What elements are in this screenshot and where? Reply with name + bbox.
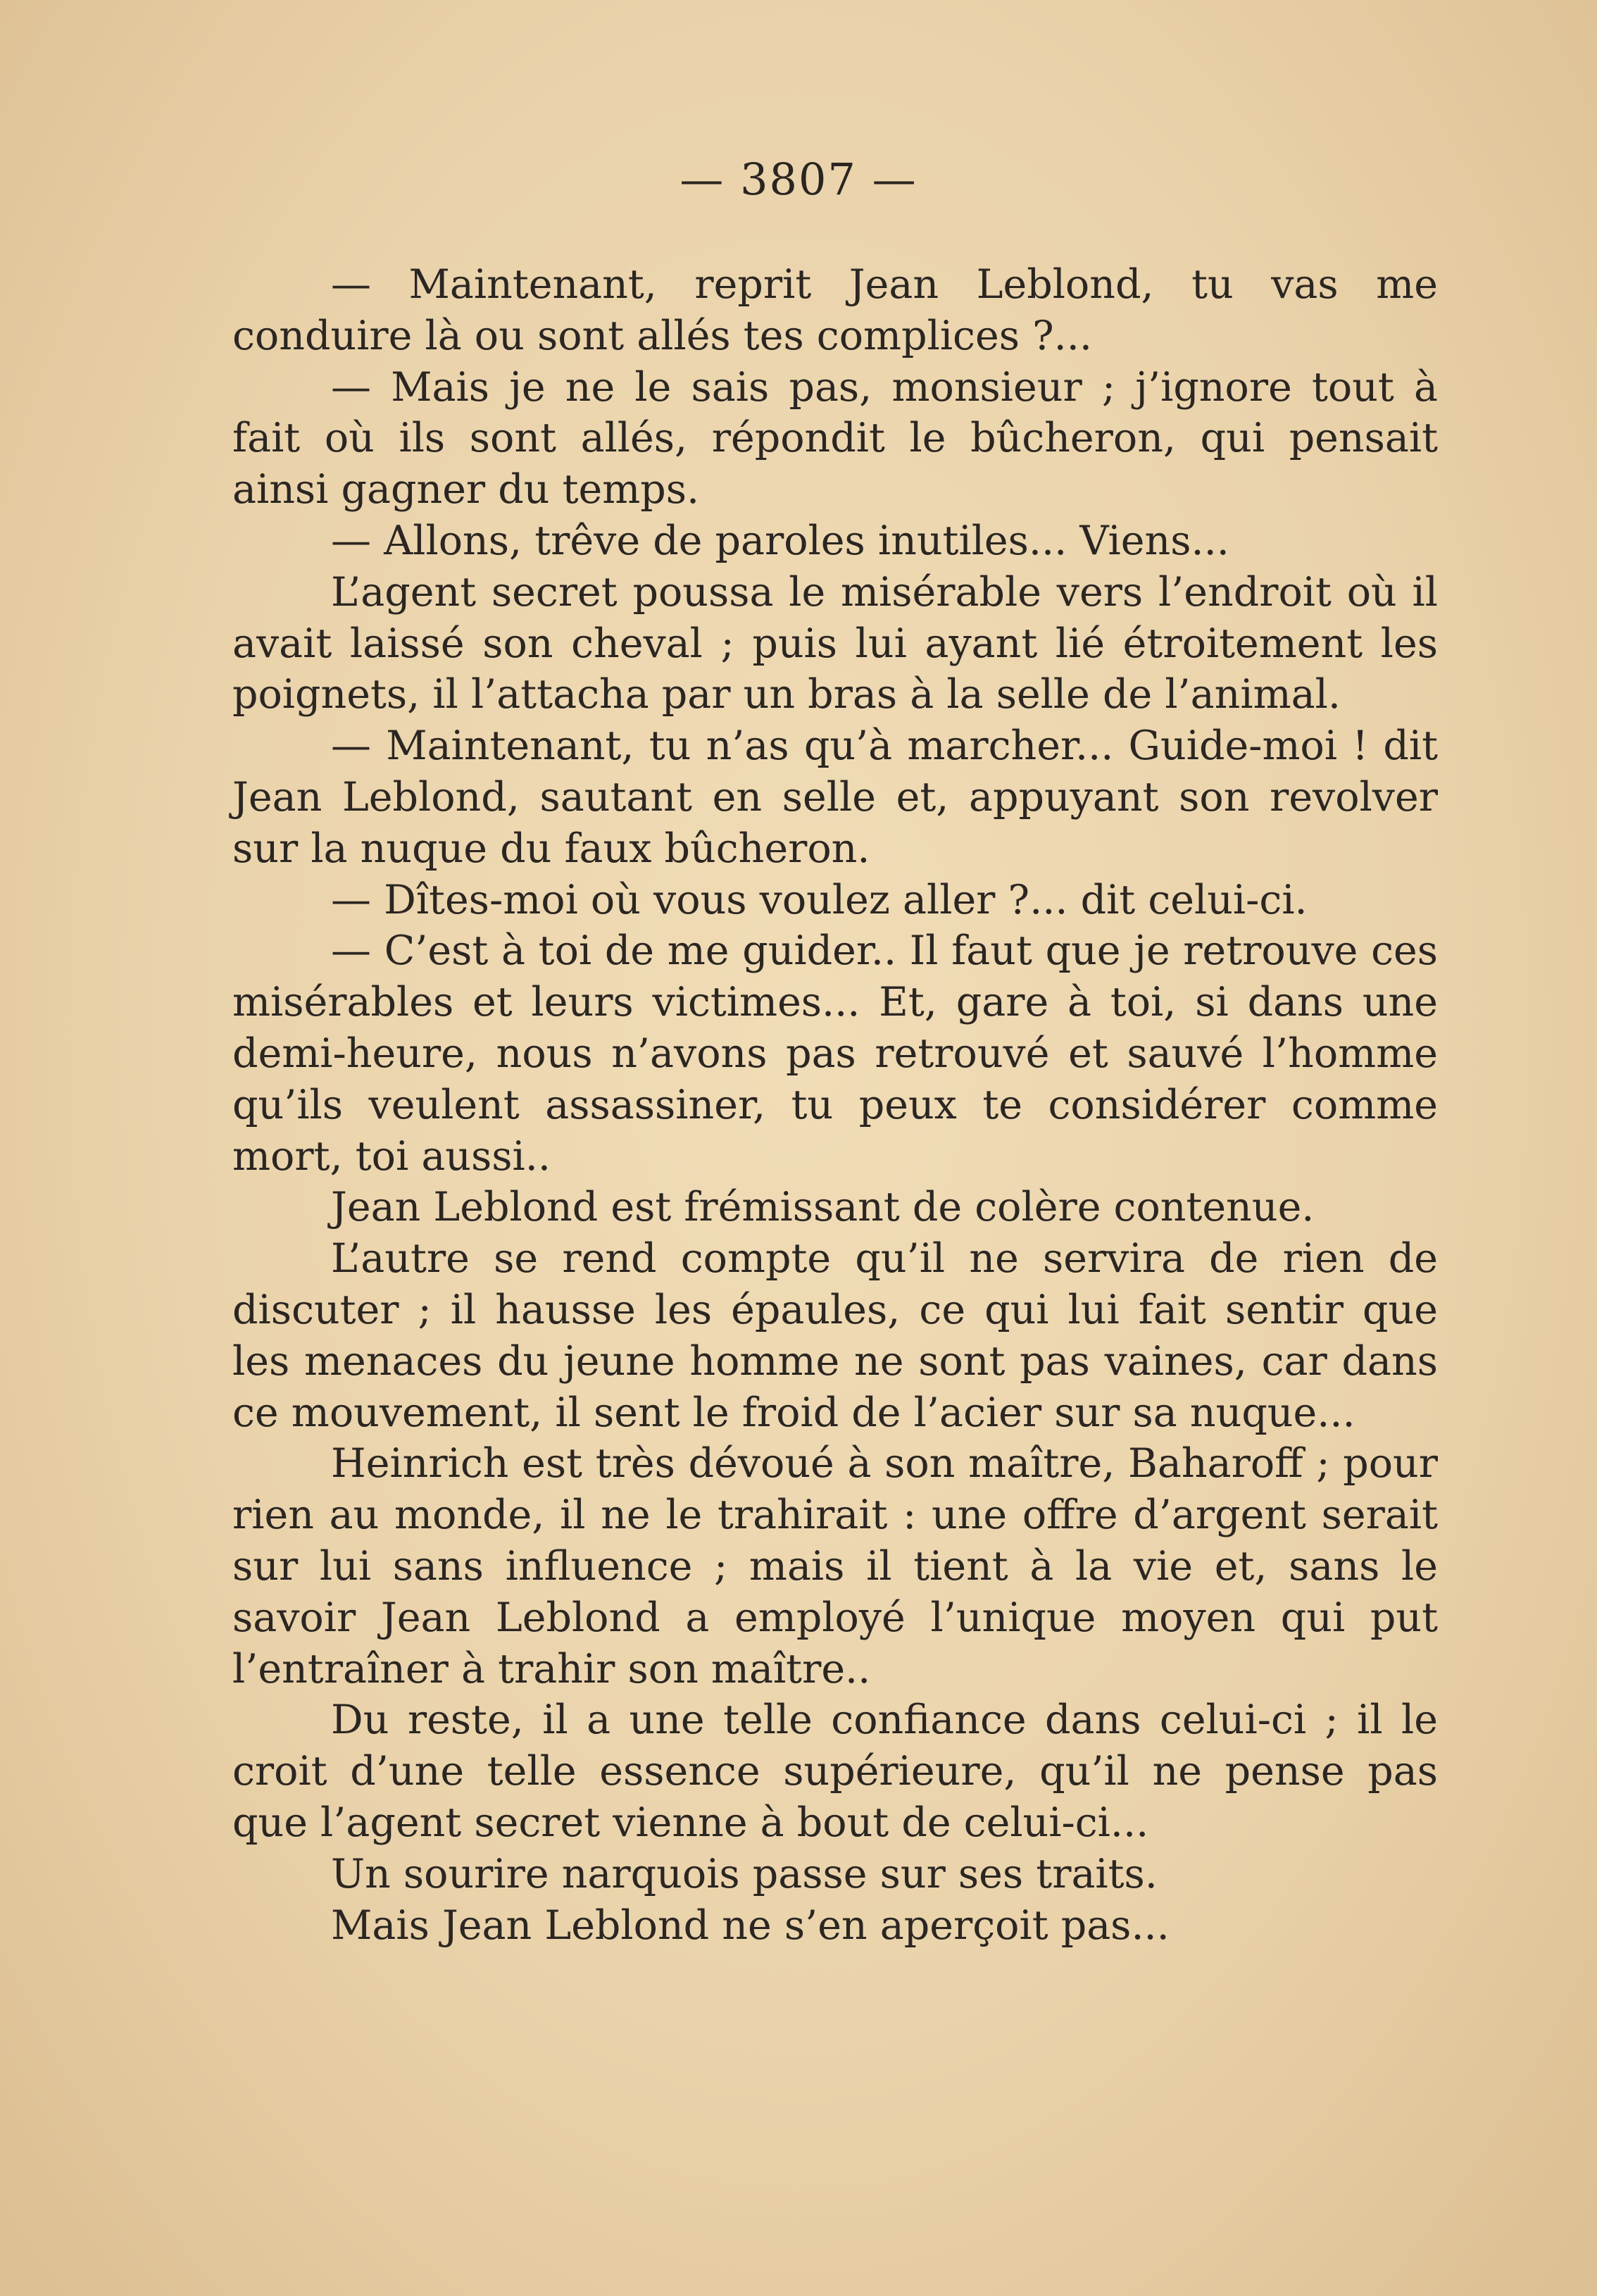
paragraph: Un sourire narquois passe sur ses traits. — [331, 1850, 1158, 1897]
paragraph: L’agent secret poussa le misérable vers l’endroit où il avait laissé son cheval ; puis lui ayant lié étroitement les poignets, il l’attacha par un bras à la selle de l’animal. — [232, 568, 1438, 718]
paragraph: Mais Jean Leblond ne s’en aperçoit pas... — [331, 1902, 1170, 1949]
body-text — [232, 259, 1438, 1951]
paragraph: — Dîtes-moi où vous voulez aller ?... dit celui-ci. — [331, 876, 1308, 923]
page-number: — 3807 — — [679, 154, 918, 205]
paragraph: L’autre se rend compte qu’il ne servira de rien de discuter ; il hausse les épaules, ce qui lui fait sentir que les menaces du jeune homme ne sont pas vaines, car dans ce mouvement, il sent le froid de l’acier sur sa nuque... — [232, 1235, 1438, 1436]
paragraph: — Allons, trêve de paroles inutiles... Viens... — [331, 517, 1229, 564]
paragraph: — Maintenant, reprit Jean Leblond, tu vas me conduire là ou sont allés tes complices ?... — [232, 261, 1438, 359]
paragraph: Du reste, il a une telle confiance dans celui-ci ; il le croit d’une telle essence supérieure, qu’il ne pense pas que l’agent secret vienne à bout de celui-ci... — [232, 1697, 1438, 1846]
paragraph: Heinrich est très dévoué à son maître, Baharoff ; pour rien au monde, il ne le trahirait : une offre d’argent serait sur lui sans influence ; mais il tient à la vie et, sans le savoir Jean Leblond a employé l’unique moyen qui put l’entraîner à trahir son maître.. — [232, 1440, 1438, 1692]
paragraph: — C’est à toi de me guider.. Il faut que je retrouve ces misérables et leurs victimes... Et, gare à toi, si dans une demi-heure, nous n’avons pas retrouvé et sauvé l’homme qu’ils veulent assassiner, tu peux te considérer comme mort, toi aussi.. — [232, 928, 1438, 1180]
paragraph: — Mais je ne le sais pas, monsieur ; j’ignore tout à fait où ils sont allés, répondit le bûcheron, qui pensait ainsi gagner du temps. — [232, 363, 1438, 513]
paragraph: — Maintenant, tu n’as qu’à marcher... Guide-moi ! dit Jean Leblond, sautant en selle et, appuyant son revolver sur la nuque du faux bûcheron. — [232, 723, 1438, 872]
paragraph: Jean Leblond est frémissant de colère contenue. — [331, 1184, 1315, 1231]
